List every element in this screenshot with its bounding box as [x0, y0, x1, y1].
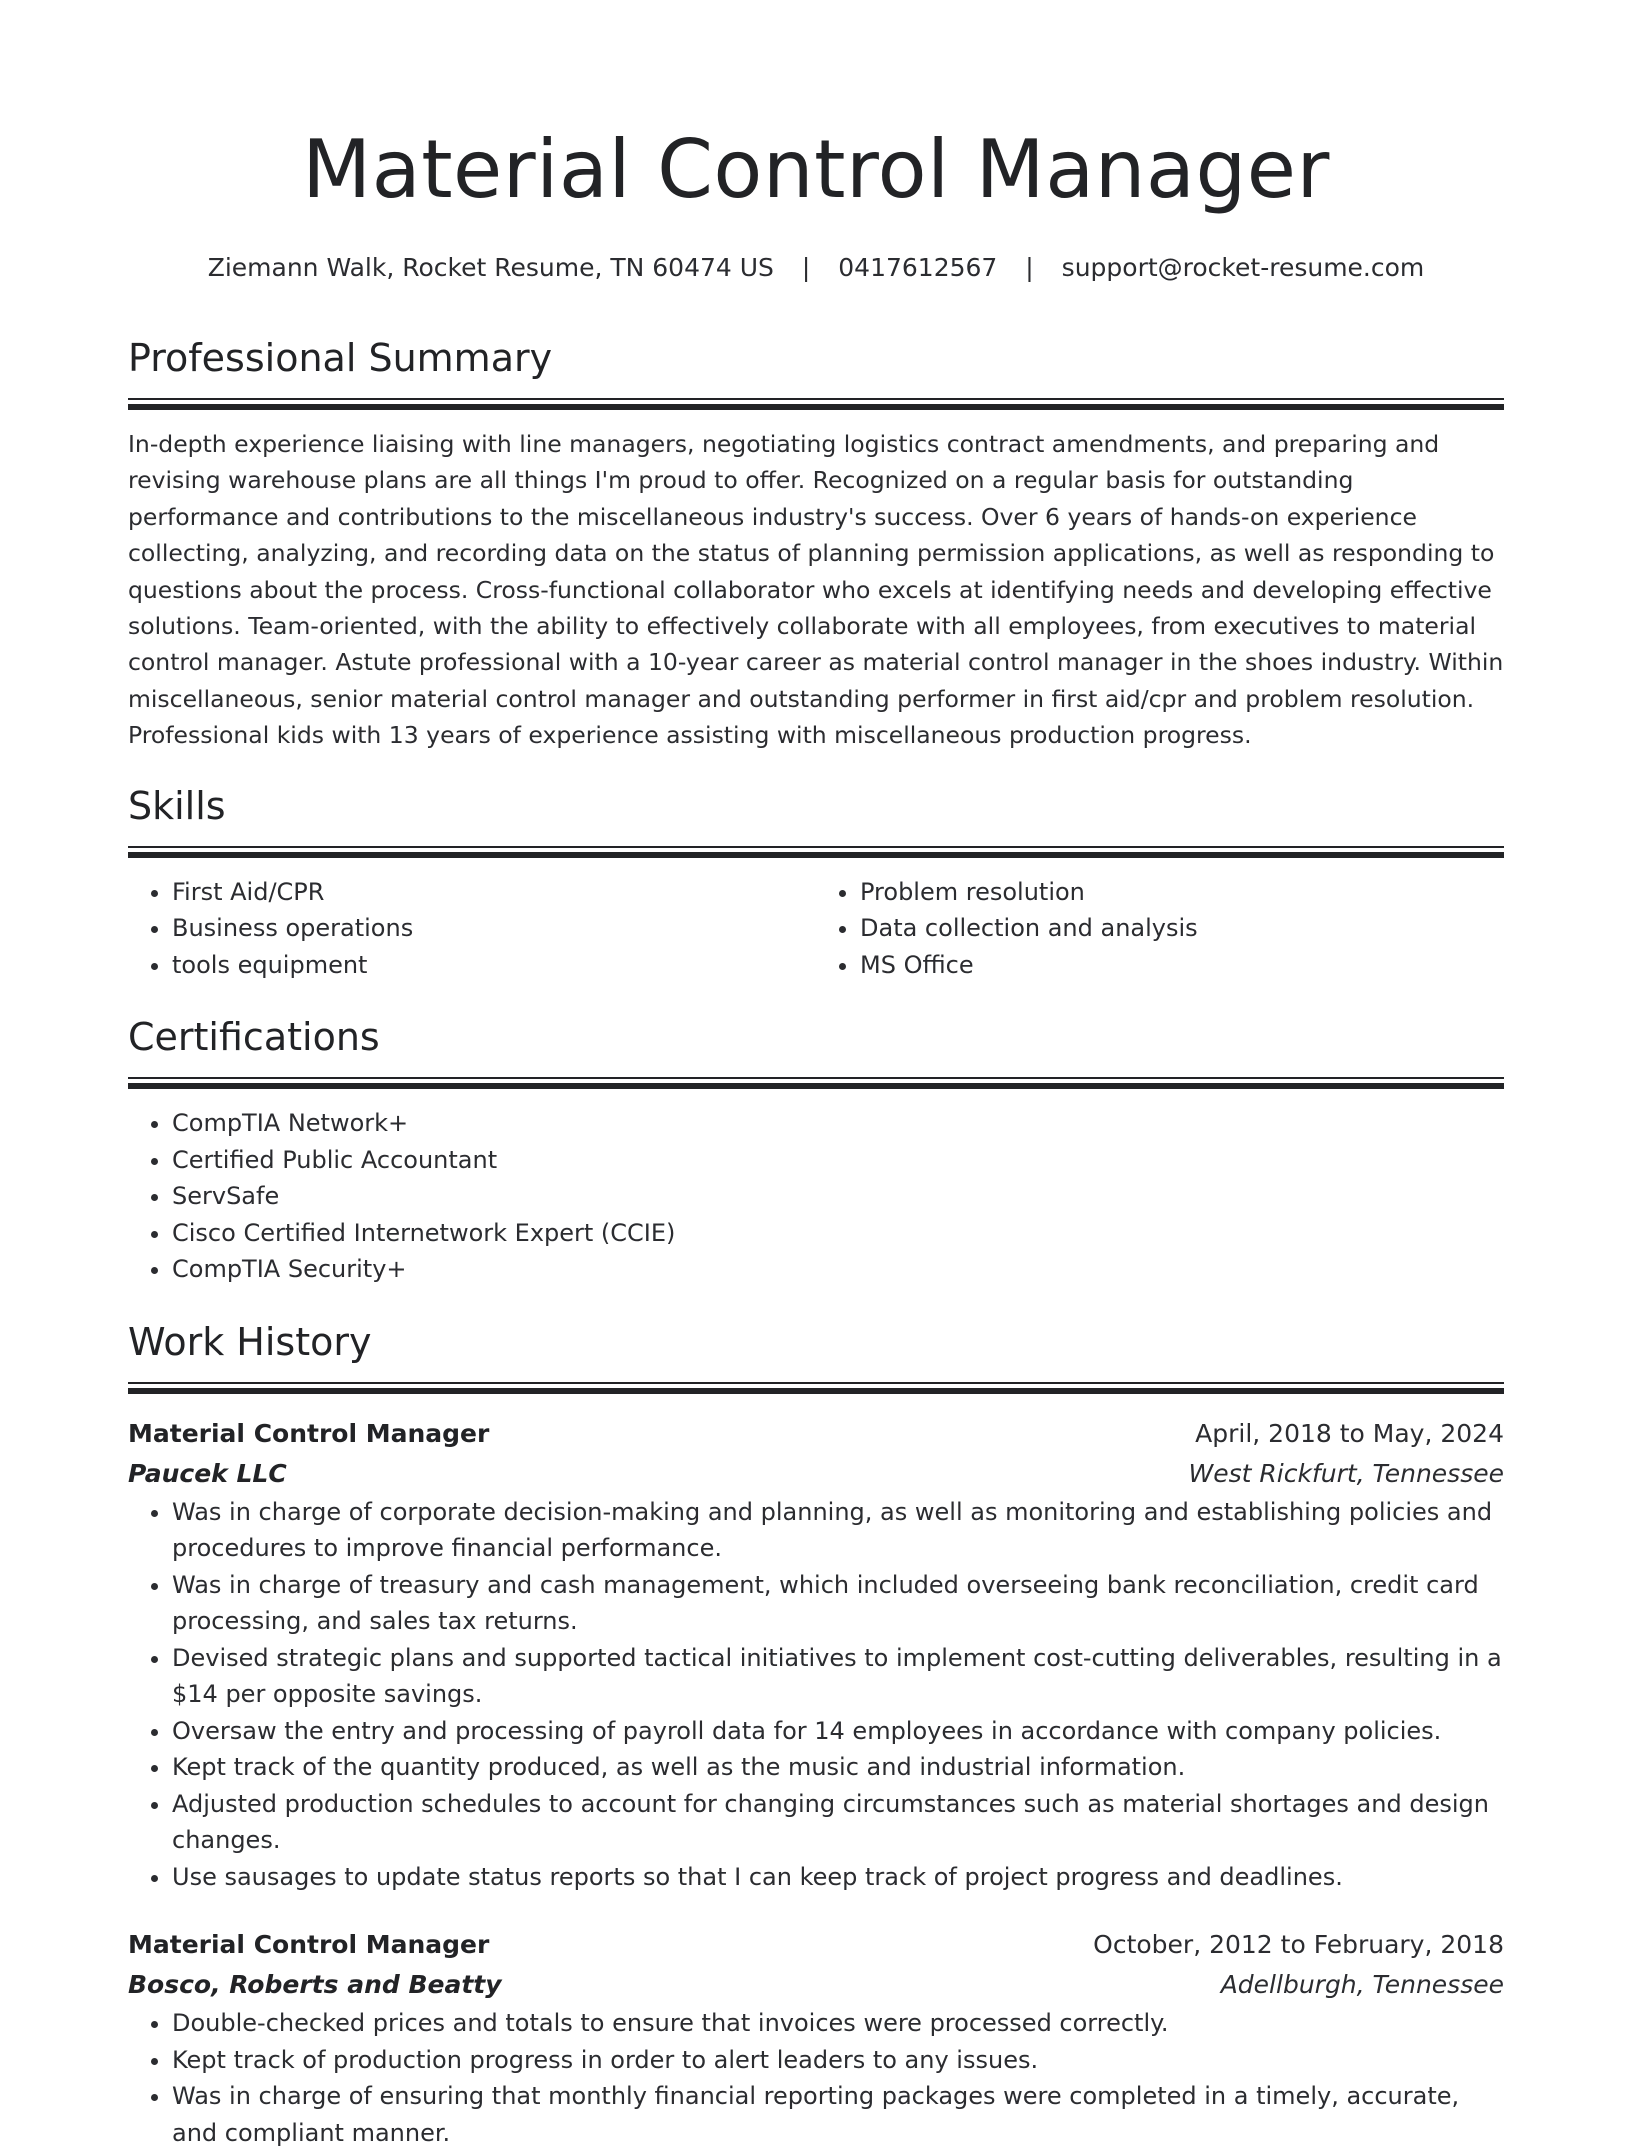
certification-item: • CompTIA Network+ — [172, 1105, 1504, 1142]
job-bullet: • Adjusted production schedules to account for changing circumstances such as material shortages and design changes. — [172, 1786, 1504, 1859]
job-header-row — [128, 1925, 1504, 1965]
contact-address: Ziemann Walk, Rocket Resume, TN 60474 US — [207, 253, 774, 282]
skill-item: • Data collection and analysis — [860, 910, 1504, 947]
contact-phone: 0417612567 — [838, 253, 998, 282]
certification-item: • CompTIA Security+ — [172, 1251, 1504, 1288]
certifications-section — [128, 1013, 1504, 1288]
contact-separator: | — [1025, 253, 1034, 282]
job-company-row — [128, 1454, 1504, 1494]
job-bullet: • Devised strategic plans and supported tactical initiatives to implement cost-cutting deliverables, resulting in a $14 per opposite savings. — [172, 1640, 1504, 1713]
job-bullet: • Kept track of production progress in order to alert leaders to any issues. — [172, 2042, 1504, 2079]
job-bullet: • Was in charge of treasury and cash management, which included overseeing bank reconciliation, credit card processing, and sales tax returns. — [172, 1567, 1504, 1640]
certification-item: • Cisco Certified Internetwork Expert (CCIE) — [172, 1215, 1504, 1252]
resume-title: Material Control Manager — [302, 123, 1330, 216]
job-header-row — [128, 1414, 1504, 1454]
skill-item: • tools equipment — [172, 947, 816, 984]
job-company: Bosco, Roberts and Beatty — [128, 1970, 502, 2000]
work-history-section — [128, 1318, 1504, 2151]
skill-item: • Problem resolution — [860, 874, 1504, 911]
contact-email: support@rocket-resume.com — [1061, 253, 1425, 282]
job-bullet: • Double-checked prices and totals to ensure that invoices were processed correctly. — [172, 2005, 1504, 2042]
job-bullet: • Use sausages to update status reports so that I can keep track of project progress and deadlines. — [172, 1859, 1504, 1896]
skills-list-right — [816, 874, 1504, 984]
job-title: Material Control Manager — [128, 1930, 490, 1960]
job-company-row — [128, 1965, 1504, 2005]
certification-item: • ServSafe — [172, 1178, 1504, 1215]
skills-list-left — [128, 874, 816, 984]
section-divider — [128, 1382, 1504, 1396]
skill-item: • MS Office — [860, 947, 1504, 984]
section-heading-summary: Professional Summary — [128, 336, 553, 380]
skills-grid — [128, 874, 1504, 984]
summary-text: In-depth experience liaising with line managers, negotiating logistics contract amendments, and preparing and revising warehouse plans are all things I'm proud to offer. Recognized on a regular basis for outstanding performance and contributions to the miscellaneous industry's success. Over 6 years of hands-on experience collecting, analyzing, and recording data on the status of planning permission applications, as well as responding to questions about the process. Cross-functional collaborator who excels at identifying needs and developing effective solutions. Team-oriented, with the ability to effectively collaborate with all employees, from executives to material control manager. Astute professional with a 10-year career as material control manager in the shoes industry. Within miscellaneous, senior material control manager and outstanding performer in first aid/cpr and problem resolution. Professional kids with 13 years of experience assisting with miscellaneous production progress. — [128, 430, 1504, 750]
job-bullet: • Was in charge of corporate decision-making and planning, as well as monitoring and establishing policies and procedures to improve financial performance. — [172, 1494, 1504, 1567]
summary-section — [128, 334, 1504, 754]
job-dates: April, 2018 to May, 2024 — [1195, 1418, 1504, 1448]
job-entry — [128, 1925, 1504, 2151]
section-heading-certifications: Certifications — [128, 1015, 380, 1060]
job-bullet: • Was in charge of ensuring that monthly financial reporting packages were completed in a timely, accurate, and compliant manner. — [172, 2078, 1504, 2151]
job-dates: October, 2012 to February, 2018 — [1093, 1930, 1504, 1960]
skill-item: • Business operations — [172, 910, 816, 947]
skill-item: • First Aid/CPR — [172, 874, 816, 911]
job-company: Paucek LLC — [128, 1458, 287, 1488]
job-bullet: • Kept track of the quantity produced, as well as the music and industrial information. — [172, 1749, 1504, 1786]
job-title: Material Control Manager — [128, 1418, 490, 1448]
job-location: West Rickfurt, Tennessee — [1188, 1458, 1504, 1488]
job-bullet: • Oversaw the entry and processing of payroll data for 14 employees in accordance with company policies. — [172, 1713, 1504, 1750]
job-location: Adellburgh, Tennessee — [1220, 1970, 1504, 2000]
section-divider — [128, 398, 1504, 412]
contact-line — [128, 252, 1504, 284]
certification-item: • Certified Public Accountant — [172, 1142, 1504, 1179]
job-entry — [128, 1414, 1504, 1896]
section-divider — [128, 846, 1504, 860]
certifications-list — [128, 1105, 1504, 1288]
skills-section — [128, 782, 1504, 984]
contact-separator: | — [801, 253, 811, 282]
job-bullet-list — [128, 1494, 1504, 1896]
section-heading-work-history: Work History — [128, 1319, 372, 1364]
section-heading-skills: Skills — [128, 783, 226, 828]
job-bullet-list — [128, 2005, 1504, 2151]
section-divider — [128, 1077, 1504, 1091]
